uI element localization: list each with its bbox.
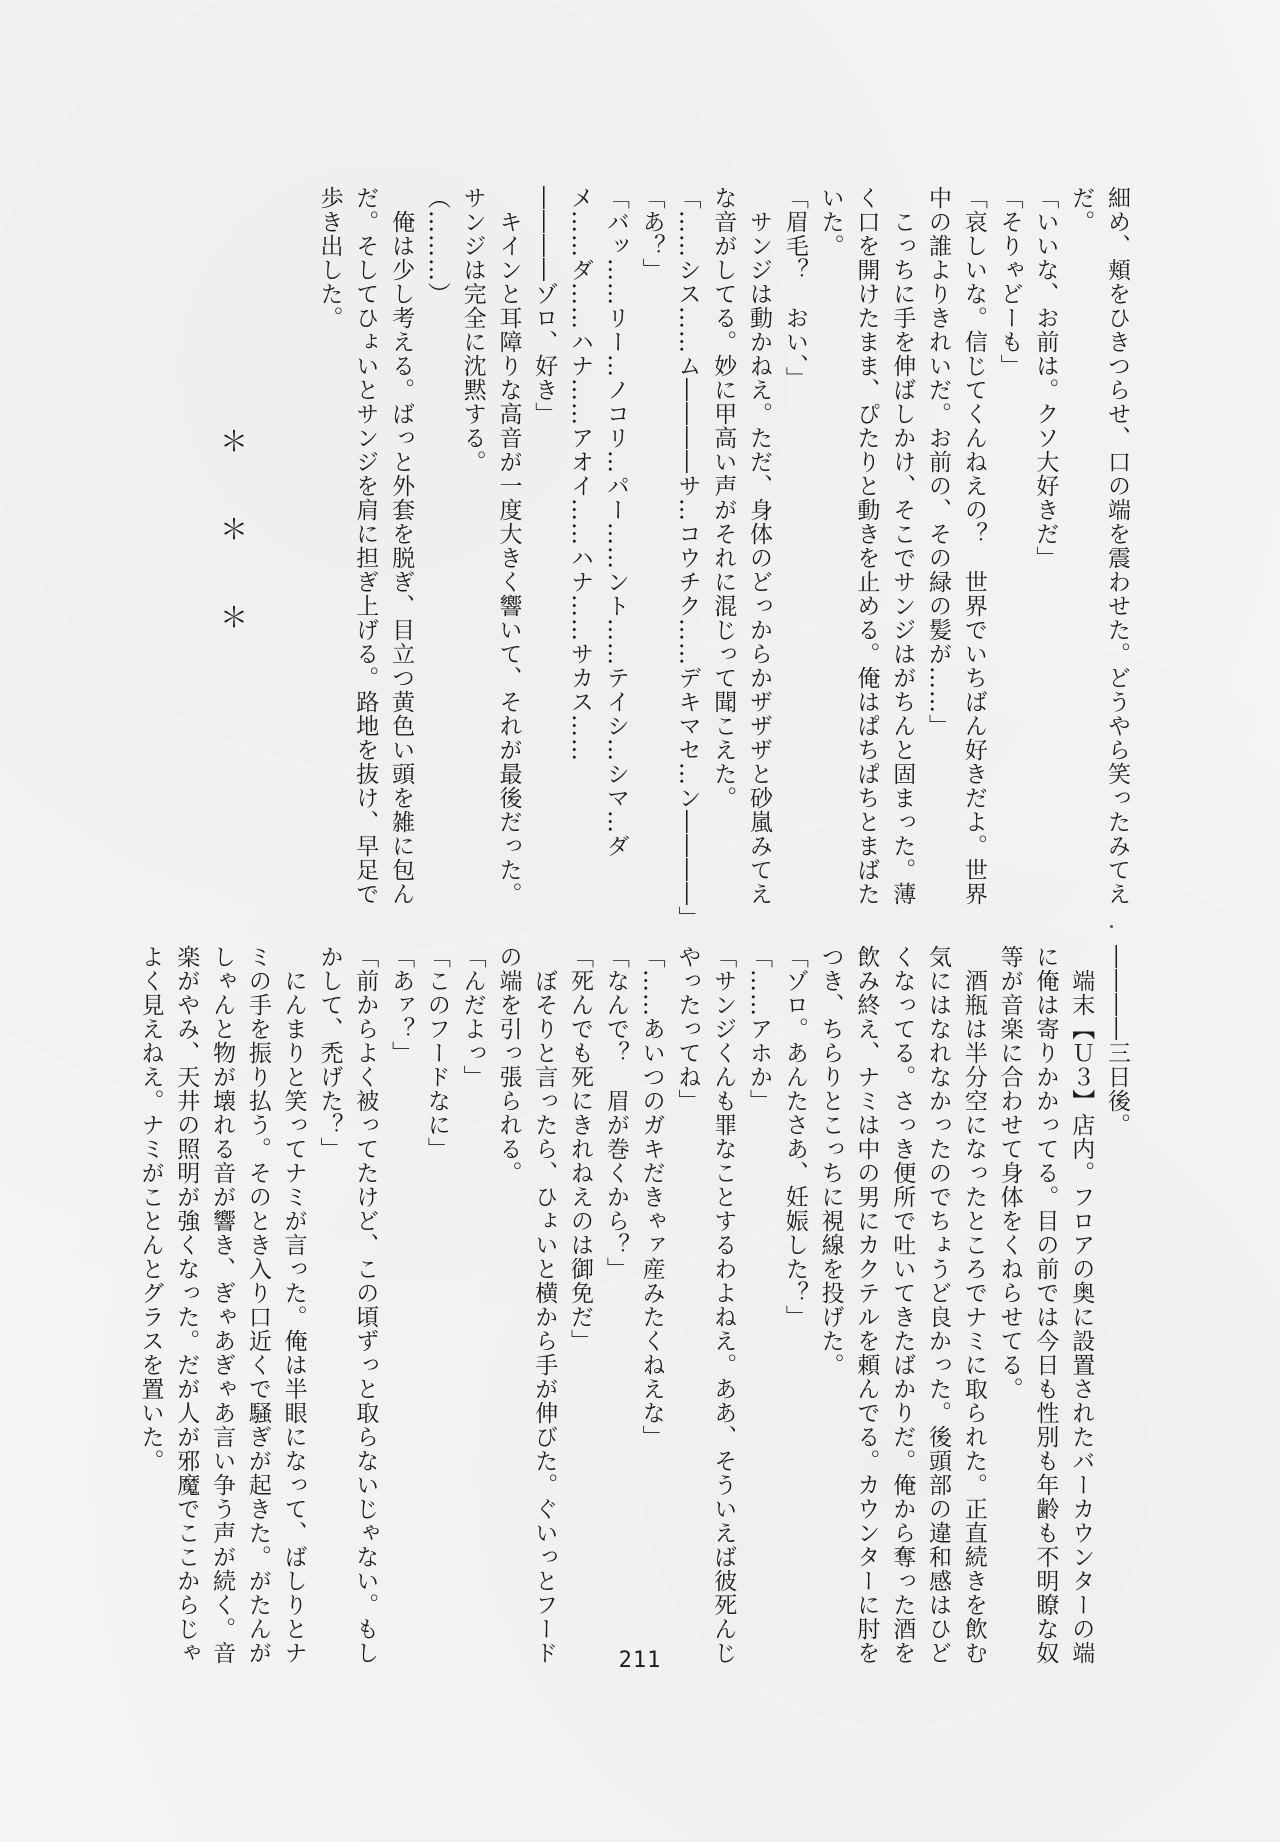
text-line: 「ゾロ。あんたさあ、妊娠した？」 bbox=[781, 945, 808, 1329]
text-line: ぼそりと言ったら、ひょいと横から手が伸びた。ぐいっとフード bbox=[531, 945, 558, 1665]
text-line: つき、ちらりとこっちに視線を投げた。 bbox=[817, 945, 844, 1377]
text-line: こっちに手を伸ばしかけ、そこでサンジはがちんと固まった。薄 bbox=[889, 186, 916, 906]
top-text-section bbox=[316, 186, 1134, 930]
text-line: 酒瓶は半分空になったところでナミに取られた。正直続きを飲む bbox=[960, 945, 987, 1665]
text-line: だ。 bbox=[1068, 186, 1095, 234]
text-line: 「なんで？ 眉が巻くから？」 bbox=[602, 945, 629, 1281]
text-line: いた。 bbox=[817, 186, 844, 258]
text-line: 「いいな、お前は。クソ大好きだ」 bbox=[1032, 186, 1059, 570]
text-line: サンジは完全に沈黙する。 bbox=[459, 186, 486, 474]
text-line: しゃんと物が壊れる音が響き、ぎゃあぎゃあ言い争う声が続く。音 bbox=[209, 945, 236, 1665]
text-line: かして、禿げた？」 bbox=[316, 945, 343, 1161]
text-line: 「……シス……ム――――サ…コウチク……デキマセ…ン――――」 bbox=[674, 186, 701, 930]
text-line: 等が音楽に合わせて身体をくねらせてる。 bbox=[996, 945, 1023, 1401]
text-line: 「このフードなに」 bbox=[423, 945, 450, 1161]
text-line: よく見えねえ。ナミがことんとグラスを置いた。 bbox=[137, 945, 164, 1473]
text-line: ――――ゾロ、好き」 bbox=[531, 186, 558, 426]
text-line: 「あァ？」 bbox=[388, 945, 415, 1065]
scene-break-asterisk: ＊ bbox=[220, 425, 249, 458]
text-line: メ……ダ……ハナ……アオイ……ハナ……サカス…… bbox=[567, 186, 594, 762]
scene-break-asterisk: ＊ bbox=[220, 601, 249, 634]
text-line: 「あ？」 bbox=[638, 186, 665, 282]
text-line: 「……あいつのガキだきゃァ産みたくねえな」 bbox=[638, 945, 665, 1449]
text-line: 「サンジくんも罪なことするわよねえ。ああ、そういえば彼死んじ bbox=[710, 945, 737, 1665]
text-line: く口を開けたまま、ぴたりと動きを止める。俺はぱちぱちとまばた bbox=[853, 186, 880, 906]
text-line: 楽がやみ、天井の照明が強くなった。だが人が邪魔でここからじゃ bbox=[173, 945, 200, 1665]
text-line: くなってる。さっき便所で吐いてきたばかりだ。俺から奪った酒を bbox=[889, 945, 916, 1665]
text-line: な音がしてる。妙に甲高い声がそれに混じって聞こえた。 bbox=[710, 186, 737, 810]
text-line: サンジは動かねえ。ただ、身体のどっからかザザザと砂嵐みてえ bbox=[746, 186, 773, 906]
text-line: 「哀しいな。信じてくんねえの？ 世界でいちばん好きだよ。世界 bbox=[960, 186, 987, 906]
page-number: 211 bbox=[618, 1648, 662, 1673]
text-line: ミの手を振り払う。そのとき入り口近くで騒ぎが起きた。がたんが bbox=[244, 945, 271, 1665]
text-line: やったってね」 bbox=[674, 945, 701, 1113]
text-line: 歩き出した。 bbox=[316, 186, 343, 330]
text-line: ――――三日後。 bbox=[1104, 945, 1130, 1137]
scene-break-asterisk: ＊ bbox=[220, 513, 249, 546]
text-line: 「死んでも死にきれねえのは御免だ」 bbox=[567, 945, 594, 1353]
text-line: 「……アホか」 bbox=[746, 945, 773, 1113]
text-line: にんまりと笑ってナミが言った。俺は半眼になって、ばしりとナ bbox=[280, 945, 307, 1665]
text-line: だ。そしてひょいとサンジを肩に担ぎ上げる。路地を抜け、早足で bbox=[352, 186, 379, 906]
text-line: キインと耳障りな高音が一度大きく響いて、それが最後だった。 bbox=[495, 186, 522, 906]
text-line: 「眉毛？ おい、」 bbox=[781, 186, 808, 391]
text-line: に俺は寄りかかってる。目の前では今日も性別も年齢も不明瞭な奴 bbox=[1032, 945, 1059, 1665]
text-line: （………） bbox=[423, 186, 450, 306]
text-line: の端を引っ張られる。 bbox=[495, 945, 522, 1185]
text-line: 細め、頬をひきつらせ、口の端を震わせた。どうやら笑ったみてえ bbox=[1104, 186, 1130, 906]
text-line: 飲み終え、ナミは中の男にカクテルを頼んでる。カウンターに肘を bbox=[853, 945, 880, 1665]
text-line: 俺は少し考える。ばっと外套を脱ぎ、目立つ黄色い頭を雑に包ん bbox=[388, 186, 415, 906]
text-line: 中の誰よりきれいだ。お前の、その緑の髪が……」 bbox=[925, 186, 952, 738]
text-line: 気にはなれなかったのでちょうど良かった。後頭部の違和感はひど bbox=[925, 945, 952, 1665]
text-line: 端末【Ｕ３】店内。フロアの奥に設置されたバーカウンターの端 bbox=[1068, 945, 1095, 1665]
text-line: 「んだよっ」 bbox=[459, 945, 486, 1089]
text-line: 「バッ……リー…ノコリ…パー……ント……テイシ…シマ…ダ bbox=[602, 186, 629, 858]
text-line: 「そりゃどーも」 bbox=[996, 186, 1023, 378]
print-speck bbox=[1110, 925, 1113, 928]
text-line: 「前からよく被ってたけど、この頃ずっと取らないじゃない。もし bbox=[352, 945, 379, 1665]
